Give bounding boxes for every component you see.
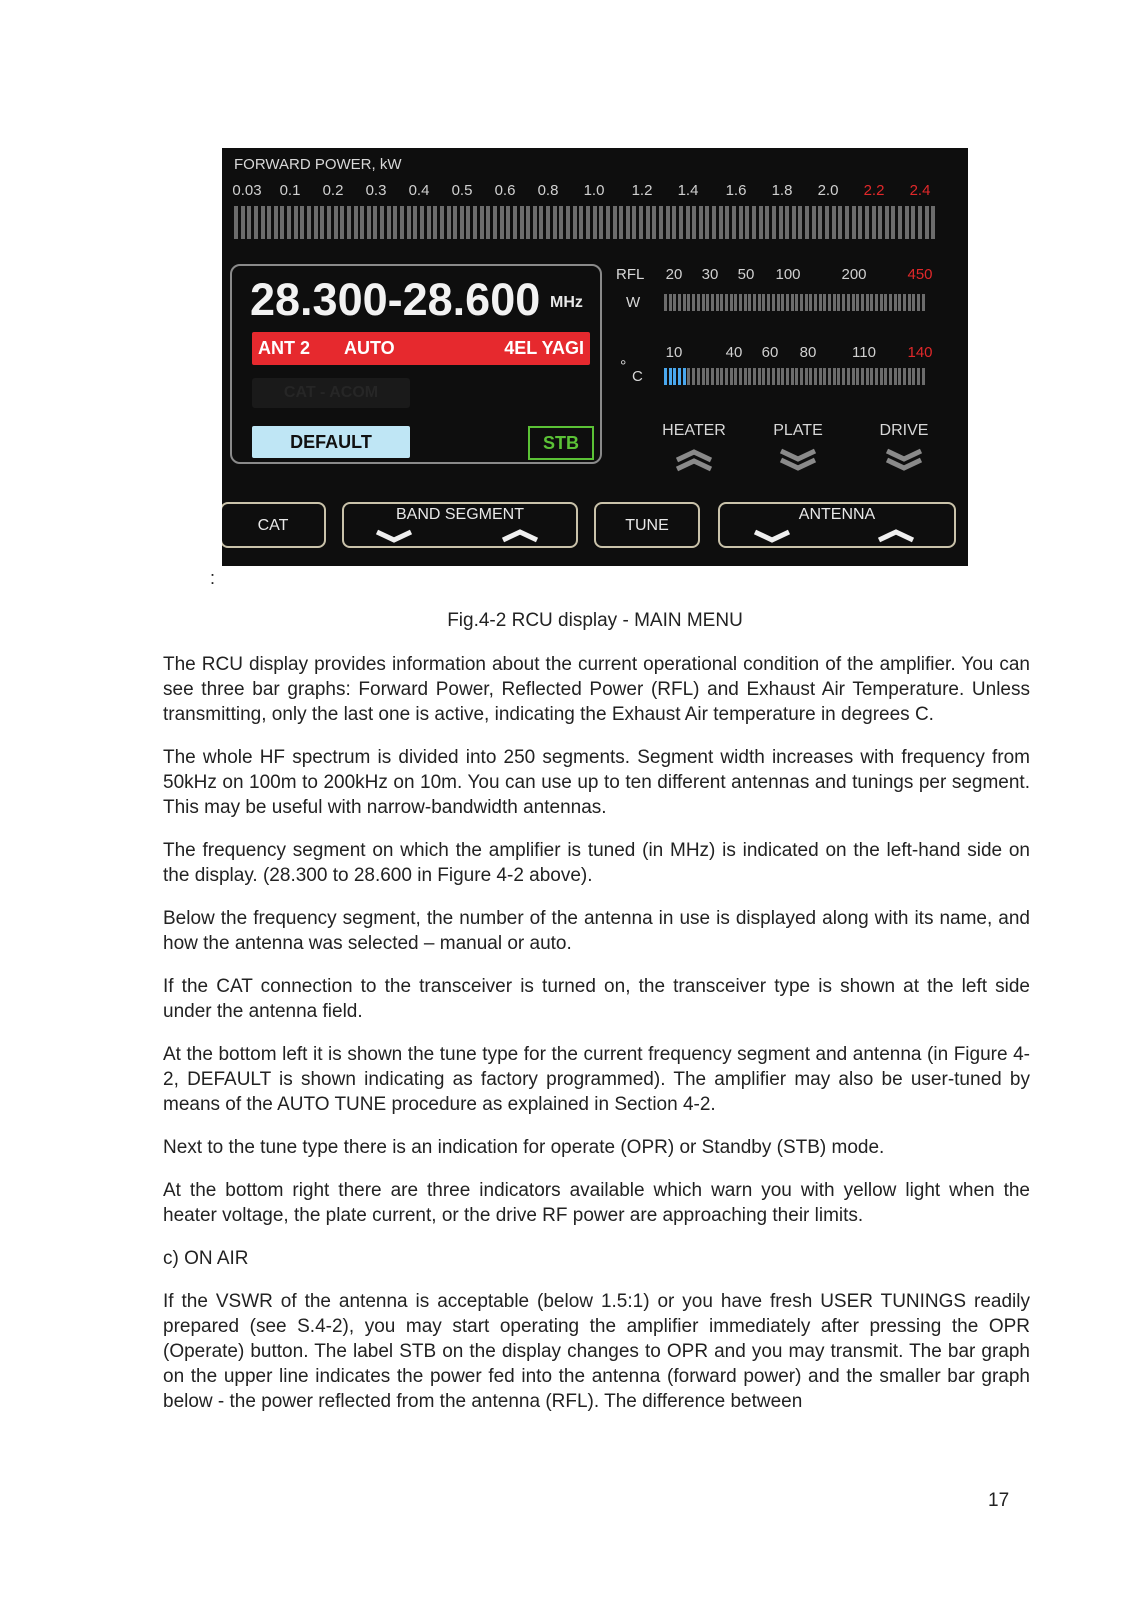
rfl-segment [870,294,873,311]
forward-power-segment [506,206,510,239]
antenna-up-icon[interactable] [876,528,916,544]
forward-power-segment [393,206,397,239]
forward-power-tick: 0.4 [408,182,430,199]
band-segment-control[interactable] [342,502,578,548]
forward-power-segment [493,206,497,239]
standby-mode-indicator[interactable]: STB [528,426,594,460]
forward-power-segment [360,206,364,239]
temp-segment [852,368,855,385]
temp-segment [870,368,873,385]
forward-power-tick: 1.2 [631,182,653,199]
forward-power-segment [387,206,391,239]
rfl-segment [767,294,770,311]
rfl-segment [753,294,756,311]
forward-power-segment [453,206,457,239]
temp-segment [917,368,920,385]
rfl-segment [819,294,822,311]
cat-transceiver-type: CAT - ACOM [252,378,410,408]
rfl-segment [692,294,695,311]
forward-power-segment [367,206,371,239]
forward-power-segment [858,206,862,239]
rfl-segment [734,294,737,311]
rfl-segment [777,294,780,311]
rfl-segment [725,294,728,311]
forward-power-tick: 1.6 [725,182,747,199]
forward-power-tick: 0.1 [279,182,301,199]
rfl-segment [809,294,812,311]
rfl-segment [828,294,831,311]
forward-power-segment [812,206,816,239]
temp-segment [861,368,864,385]
temp-segment [692,368,695,385]
forward-power-title: FORWARD POWER, kW [234,156,402,173]
temp-segment [809,368,812,385]
forward-power-tick: 1.4 [677,182,699,199]
frequency-segment: 28.300-28.600 [250,274,541,325]
temp-tick: 10 [665,344,683,361]
temp-segment [762,368,765,385]
forward-power-segment [340,206,344,239]
temp-segment [725,368,728,385]
forward-power-segment [865,206,869,239]
tune-button[interactable] [594,502,700,548]
paragraph: The whole HF spectrum is divided into 250 segments. Segment width increases with frequency from 50kHz on 100m to 200kHz on 10m. You can use up to ten different antennas and tunings per segment. This may be useful with narrow-bandwidth antennas. [163,747,1030,818]
antenna-down-icon[interactable] [752,528,792,544]
temp-degree-symbol: ° [620,358,627,375]
forward-power-segment [745,206,749,239]
rfl-tick: 100 [775,266,801,283]
forward-power-segment [845,206,849,239]
rfl-segment [748,294,751,311]
antenna-name: 4EL YAGI [504,338,584,358]
temp-segment [777,368,780,385]
rfl-segment [861,294,864,311]
forward-power-segment [267,206,271,239]
rfl-segment [894,294,897,311]
rfl-tick: 30 [701,266,719,283]
temp-segment [673,368,676,385]
forward-power-segment [918,206,922,239]
temp-segment [697,368,700,385]
forward-power-segment [772,206,776,239]
forward-power-segment [546,206,550,239]
frequency-unit: MHz [550,294,583,311]
temp-segment [758,368,761,385]
paragraph: At the bottom left it is shown the tune type for the current frequency segment and antenna (in Figure 4-2, DEFAULT is shown indicating as factory programmed). The amplifier may also be user-tuned by means of the AUTO TUNE procedure as explained in Section 4-2. [163,1044,1030,1115]
rfl-bargraph [664,294,927,311]
forward-power-segment [433,206,437,239]
temp-segment [875,368,878,385]
forward-power-segment [798,206,802,239]
rfl-tick: 50 [737,266,755,283]
forward-power-segment [327,206,331,239]
temp-segment [837,368,840,385]
rfl-segment [673,294,676,311]
forward-power-segment [898,206,902,239]
rfl-tick: 450 [907,266,933,283]
forward-power-segment [460,206,464,239]
forward-power-segment [347,206,351,239]
rfl-segment [669,294,672,311]
rfl-segment [791,294,794,311]
temp-segment [678,368,681,385]
rfl-segment [730,294,733,311]
forward-power-segment [307,206,311,239]
temp-segment [730,368,733,385]
temp-segment [800,368,803,385]
rfl-tick: 200 [841,266,867,283]
forward-power-segment [925,206,929,239]
forward-power-segment [427,206,431,239]
section-heading: c) ON AIR [163,1248,249,1269]
forward-power-segment [825,206,829,239]
forward-power-segment [699,206,703,239]
forward-power-segment [234,206,238,239]
rfl-segment [664,294,667,311]
drive-chevron-down-icon [883,448,925,472]
rfl-segment [852,294,855,311]
rfl-segment [833,294,836,311]
temp-segment [683,368,686,385]
temp-tick: 80 [799,344,817,361]
forward-power-segment [911,206,915,239]
temp-segment [842,368,845,385]
forward-power-segment [705,206,709,239]
temp-tick: 110 [852,344,876,361]
forward-power-segment [606,206,610,239]
forward-power-segment [274,206,278,239]
forward-power-segment [420,206,424,239]
stray-colon: : [210,568,216,588]
rfl-segment [716,294,719,311]
temp-tick: 60 [761,344,779,361]
forward-power-segment [672,206,676,239]
temp-segment [903,368,906,385]
forward-power-segment [254,206,258,239]
rfl-segment [898,294,901,311]
plate-indicator-label: PLATE [773,422,823,439]
forward-power-tick: 0.2 [322,182,344,199]
rfl-segment [687,294,690,311]
forward-power-tick: 2.2 [863,182,885,199]
rfl-segment [702,294,705,311]
rcu-display [222,148,968,566]
antenna-select-mode: AUTO [344,338,395,358]
forward-power-segment [586,206,590,239]
paragraph: The RCU display provides information about the current operational condition of the amplifier. You can see three bar graphs: Forward Power, Reflected Power (RFL) and Exhaust Air Temperature. Unless transmitting, only the last one is active, indicating the Exhaust Air temperature in degrees C. [163,654,1030,725]
plate-chevron-down-icon [777,448,819,472]
forward-power-segment [380,206,384,239]
temp-segment [795,368,798,385]
forward-power-segment [280,206,284,239]
temp-unit: C [632,368,643,385]
band-segment-down-icon[interactable] [374,528,414,544]
rfl-segment [786,294,789,311]
figure-caption: Fig.4-2 RCU display - MAIN MENU [447,610,743,631]
temp-segment [880,368,883,385]
heater-indicator-label: HEATER [662,422,726,439]
paragraph: Below the frequency segment, the number of the antenna in use is displayed along with its name, and how the antenna was selected – manual or auto. [163,908,1030,954]
temp-segment [898,368,901,385]
rfl-segment [781,294,784,311]
cat-button[interactable] [222,502,326,548]
forward-power-segment [334,206,338,239]
page-number: 17 [988,1490,1010,1511]
rfl-segment [880,294,883,311]
temp-segment [828,368,831,385]
temp-segment [889,368,892,385]
forward-power-tick: 1.8 [771,182,793,199]
rfl-tick: 20 [665,266,683,283]
forward-power-segment [473,206,477,239]
forward-power-segment [413,206,417,239]
forward-power-segment [659,206,663,239]
forward-power-tick: 2.0 [817,182,839,199]
forward-power-segment [526,206,530,239]
temp-segment [819,368,822,385]
rfl-segment [847,294,850,311]
rfl-segment [842,294,845,311]
forward-power-tick: 0.5 [451,182,473,199]
tune-button-label: TUNE [625,517,669,534]
temp-segment [791,368,794,385]
forward-power-segment [805,206,809,239]
temp-tick: 40 [725,344,743,361]
forward-power-segment [354,206,358,239]
forward-power-segment [520,206,524,239]
forward-power-segment [891,206,895,239]
forward-power-segment [765,206,769,239]
rfl-segment [866,294,869,311]
forward-power-bargraph [234,206,938,239]
rfl-segment [683,294,686,311]
forward-power-segment [905,206,909,239]
body-text [163,652,1030,1432]
temp-segment [664,368,667,385]
forward-power-segment [838,206,842,239]
forward-power-tick: 0.3 [365,182,387,199]
temp-segment [908,368,911,385]
rfl-segment [823,294,826,311]
forward-power-segment [486,206,490,239]
rfl-segment [711,294,714,311]
forward-power-segment [732,206,736,239]
rfl-segment [922,294,925,311]
forward-power-tick: 0.03 [232,182,262,199]
rfl-segment [814,294,817,311]
rfl-segment [795,294,798,311]
forward-power-segment [779,206,783,239]
forward-power-segment [832,206,836,239]
rfl-segment [762,294,765,311]
rfl-segment [739,294,742,311]
rfl-segment [720,294,723,311]
temp-segment [781,368,784,385]
forward-power-segment [400,206,404,239]
temp-segment [894,368,897,385]
rfl-segment [697,294,700,311]
forward-power-segment [852,206,856,239]
forward-power-segment [792,206,796,239]
forward-power-segment [652,206,656,239]
frequency-panel [230,264,602,464]
forward-power-segment [818,206,822,239]
paragraph: The frequency segment on which the amplifier is tuned (in MHz) is indicated on the left-hand side on the display. (28.300 to 28.600 in Figure 4-2 above). [163,840,1030,886]
forward-power-segment [500,206,504,239]
tune-type-default[interactable]: DEFAULT [252,426,410,458]
temp-segment [823,368,826,385]
forward-power-segment [599,206,603,239]
forward-power-segment [533,206,537,239]
antenna-number: ANT 2 [258,338,311,358]
temp-segment [922,368,925,385]
forward-power-segment [447,206,451,239]
rfl-segment [875,294,878,311]
temp-segment [856,368,859,385]
forward-power-segment [314,206,318,239]
temp-segment [687,368,690,385]
forward-power-segment [619,206,623,239]
temp-segment [884,368,887,385]
forward-power-segment [513,206,517,239]
cat-button-label: CAT [257,517,289,534]
forward-power-segment [632,206,636,239]
band-segment-label: BAND SEGMENT [395,506,524,523]
forward-power-segment [686,206,690,239]
forward-power-segment [646,206,650,239]
temp-segment [786,368,789,385]
forward-power-segment [553,206,557,239]
paragraph: If the VSWR of the antenna is acceptable (below 1.5:1) or you have fresh USER TUNINGS readily prepared (see S.4-2), you may start operating the amplifier immediately after pressing the OPR (Operate) button. The label STB on the display changes to OPR and you may transmit. The bar graph on the upper line indicates the power fed into the antenna (forward power) and the smaller bar graph below - the power reflected from the antenna (RFL). The difference between [163,1291,1030,1412]
forward-power-segment [593,206,597,239]
rfl-unit: W [626,294,641,311]
forward-power-segment [573,206,577,239]
temp-segment [748,368,751,385]
forward-power-segment [679,206,683,239]
forward-power-segment [725,206,729,239]
rfl-segment [912,294,915,311]
temp-segment [767,368,770,385]
forward-power-segment [566,206,570,239]
temp-segment [669,368,672,385]
rfl-label: RFL [616,266,645,283]
temp-segment [720,368,723,385]
forward-power-segment [559,206,563,239]
temp-segment [734,368,737,385]
rfl-segment [917,294,920,311]
temp-segment [833,368,836,385]
forward-power-segment [287,206,291,239]
rfl-segment [678,294,681,311]
temp-segment [847,368,850,385]
paragraph: Next to the tune type there is an indication for operate (OPR) or Standby (STB) mode. [163,1137,885,1158]
forward-power-segment [300,206,304,239]
forward-power-segment [885,206,889,239]
rfl-segment [772,294,775,311]
rfl-segment [908,294,911,311]
temp-segment [706,368,709,385]
forward-power-segment [878,206,882,239]
paragraph: If the CAT connection to the transceiver is turned on, the transceiver type is shown at the left side under the antenna field. [163,976,1030,1022]
temp-segment [702,368,705,385]
forward-power-segment [466,206,470,239]
temp-segment [716,368,719,385]
forward-power-segment [719,206,723,239]
forward-power-segment [440,206,444,239]
forward-power-segment [692,206,696,239]
forward-power-segment [759,206,763,239]
forward-power-segment [320,206,324,239]
forward-power-segment [785,206,789,239]
rfl-segment [744,294,747,311]
temp-segment [711,368,714,385]
forward-power-segment [739,206,743,239]
temp-segment [814,368,817,385]
forward-power-tick: 0.8 [537,182,559,199]
forward-power-segment [666,206,670,239]
temp-tick: 140 [907,344,933,361]
forward-power-segment [247,206,251,239]
antenna-control-label: ANTENNA [798,506,876,523]
forward-power-segment [480,206,484,239]
temp-segment [744,368,747,385]
temp-segment [805,368,808,385]
forward-power-tick: 2.4 [909,182,931,199]
forward-power-segment [407,206,411,239]
rfl-segment [805,294,808,311]
rfl-segment [889,294,892,311]
antenna-field [252,332,590,365]
temp-bargraph [664,368,927,385]
forward-power-tick: 1.0 [583,182,605,199]
forward-power-segment [579,206,583,239]
temp-segment [866,368,869,385]
rfl-segment [837,294,840,311]
forward-power-segment [752,206,756,239]
rfl-segment [800,294,803,311]
band-segment-up-icon[interactable] [500,528,540,544]
rfl-segment [706,294,709,311]
forward-power-segment [294,206,298,239]
heater-chevron-up-icon [673,448,715,472]
temp-segment [753,368,756,385]
temp-segment [739,368,742,385]
forward-power-segment [931,206,935,239]
forward-power-segment [241,206,245,239]
antenna-control[interactable] [718,502,956,548]
rfl-segment [903,294,906,311]
forward-power-segment [539,206,543,239]
forward-power-tick: 0.6 [494,182,516,199]
temp-segment [772,368,775,385]
temp-segment [912,368,915,385]
drive-indicator-label: DRIVE [879,422,929,439]
forward-power-segment [626,206,630,239]
forward-power-segment [373,206,377,239]
forward-power-segment [712,206,716,239]
rfl-segment [758,294,761,311]
rfl-segment [884,294,887,311]
paragraph: At the bottom right there are three indicators available which warn you with yellow light when the heater voltage, the plate current, or the drive RF power are approaching their limits. [163,1180,1030,1226]
forward-power-segment [613,206,617,239]
rfl-segment [856,294,859,311]
forward-power-segment [872,206,876,239]
forward-power-segment [261,206,265,239]
forward-power-segment [639,206,643,239]
